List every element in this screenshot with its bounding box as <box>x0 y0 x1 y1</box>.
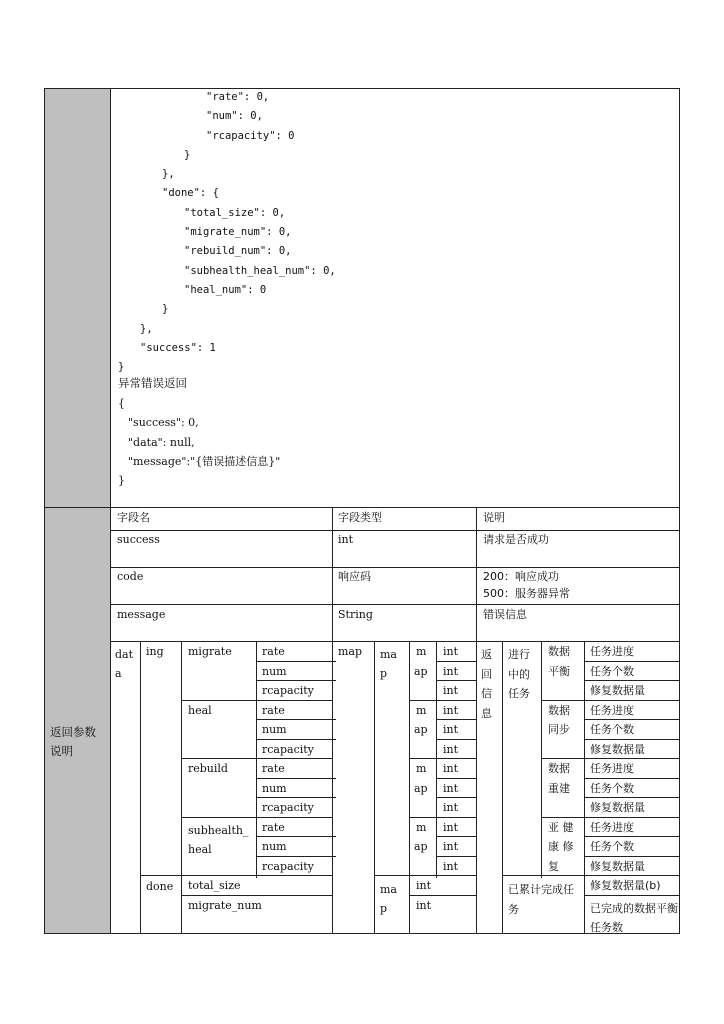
subfield-type-int: int <box>443 723 459 736</box>
code-line: }, <box>140 322 153 335</box>
code-line: "success": 1 <box>140 341 216 354</box>
subfield-desc: 修复数据量 <box>590 742 645 756</box>
error-json-code <box>118 394 280 490</box>
map-outer: map <box>338 645 363 658</box>
subfield-desc: 任务进度 <box>590 820 634 834</box>
code-line: "num": 0, <box>206 110 263 123</box>
error-code-line: { <box>118 397 125 410</box>
code-line: } <box>162 303 169 316</box>
subfield-rate: rate <box>262 645 285 658</box>
row-code-name: code <box>117 570 144 583</box>
section-label: 返回参数说明 <box>50 725 96 758</box>
error-code-line: "message":"{错误描述信息}" <box>128 454 281 468</box>
code-line: "migrate_num": 0, <box>184 226 292 239</box>
row-message-type: String <box>338 608 373 621</box>
category-rebuild-2: 重建 <box>548 781 570 795</box>
row-code-type: 响应码 <box>338 570 371 583</box>
subfield-type-int: int <box>443 645 459 658</box>
map-small-m: m <box>416 762 427 775</box>
done-desc-migrate_num: 已完成的数据平衡任务数 <box>590 901 678 934</box>
subfield-num: num <box>262 664 287 678</box>
return-info: 返回信息 <box>481 648 492 720</box>
map-small-ap: ap <box>414 781 428 795</box>
group-name-heal: heal <box>188 703 212 717</box>
subfield-desc: 任务个数 <box>590 781 634 795</box>
code-line: "total_size": 0, <box>184 206 286 219</box>
subfield-desc: 任务个数 <box>590 840 634 853</box>
map-small-m: m <box>416 820 427 834</box>
row-code-desc-1: 200：响应成功 <box>483 570 559 583</box>
subfield-rcapacity: rcapacity <box>262 859 314 873</box>
subfield-type-int: int <box>443 820 459 834</box>
header-description: 说明 <box>483 511 505 524</box>
subfield-type-int: int <box>443 781 459 795</box>
subfield-num: num <box>262 840 287 853</box>
subfield-type-int: int <box>443 859 459 873</box>
group-name-migrate: migrate <box>188 645 232 658</box>
in-progress-tasks: 进行中的任务 <box>508 648 530 700</box>
subfield-rate: rate <box>262 820 285 834</box>
map-small-ap: ap <box>414 840 428 853</box>
map-small-ap: ap <box>414 723 428 736</box>
left-gray-column-bottom <box>44 507 110 933</box>
subfield-rcapacity: rcapacity <box>262 684 314 697</box>
category-subhealth-3: 复 <box>548 859 559 873</box>
subfield-desc: 修复数据量 <box>590 859 645 873</box>
group-name-rebuild: rebuild <box>188 762 228 775</box>
code-line: "done": { <box>162 187 219 200</box>
subfield-type-int: int <box>443 684 459 697</box>
row-message-desc: 错误信息 <box>483 608 527 621</box>
subfield-desc: 任务进度 <box>590 645 634 658</box>
subfield-rcapacity: rcapacity <box>262 801 314 814</box>
subfield-type-int: int <box>443 762 459 775</box>
error-return-title: 异常错误返回 <box>118 376 187 390</box>
header-field-type: 字段类型 <box>338 511 382 524</box>
code-line: } <box>118 361 125 374</box>
group-name-subhealth_heal: subhealth_heal <box>188 823 249 856</box>
done-field-migrate_num: migrate_num <box>188 898 262 912</box>
map-small-m: m <box>416 645 427 658</box>
done-type-int: int <box>416 879 432 892</box>
row-success-desc: 请求是否成功 <box>483 533 549 546</box>
subfield-desc: 任务进度 <box>590 703 634 717</box>
data-label: data <box>115 648 134 680</box>
error-code-line: "success": 0, <box>128 416 199 430</box>
code-line: "rcapacity": 0 <box>206 129 295 142</box>
category-rebuild: 数据 <box>548 762 570 775</box>
code-line: } <box>184 148 191 161</box>
category-migrate: 数据 <box>548 645 570 658</box>
row-success-type: int <box>338 533 354 546</box>
done-type-int: int <box>416 898 432 912</box>
done-desc-total_size: 修复数据量(b) <box>590 879 661 892</box>
subfield-desc: 修复数据量 <box>590 684 645 697</box>
subfield-desc: 任务个数 <box>590 664 634 678</box>
code-line: }, <box>162 168 175 181</box>
ing-label: ing <box>146 645 164 658</box>
category-subhealth-2: 康 修 <box>548 840 574 853</box>
subfield-type-int: int <box>443 664 459 678</box>
code-line: "rate": 0, <box>206 91 270 103</box>
row-success-name: success <box>117 533 160 546</box>
left-gray-column-top <box>44 88 110 507</box>
map-done: map <box>380 883 397 915</box>
subfield-num: num <box>262 781 287 795</box>
category-heal: 数据 <box>548 703 570 717</box>
row-code-desc-2: 500：服务器异常 <box>483 587 570 600</box>
subfield-desc: 修复数据量 <box>590 801 645 814</box>
category-subhealth-1: 亚 健 <box>548 820 574 834</box>
error-code-line: } <box>118 474 125 488</box>
error-code-line: "data": null, <box>128 435 195 449</box>
subfield-type-int: int <box>443 801 459 814</box>
map-small-ap: ap <box>414 664 428 678</box>
category-heal-2: 同步 <box>548 723 570 736</box>
subfield-type-int: int <box>443 840 459 853</box>
completed-tasks: 已累计完成任务 <box>508 883 574 916</box>
done-field-total_size: total_size <box>188 879 241 892</box>
response-json-code <box>118 88 336 377</box>
code-line: "rebuild_num": 0, <box>184 245 292 258</box>
map-small-m: m <box>416 703 427 717</box>
code-line: "subhealth_heal_num": 0, <box>184 264 336 277</box>
category-migrate-2: 平衡 <box>548 664 570 678</box>
subfield-num: num <box>262 723 287 736</box>
map-inner: map <box>380 648 397 680</box>
subfield-type-int: int <box>443 742 459 756</box>
subfield-rate: rate <box>262 762 285 775</box>
row-message-name: message <box>117 608 166 621</box>
subfield-rcapacity: rcapacity <box>262 742 314 756</box>
code-line: "heal_num": 0 <box>184 283 267 296</box>
subfield-desc: 任务进度 <box>590 762 634 775</box>
subfield-type-int: int <box>443 703 459 717</box>
subfield-rate: rate <box>262 703 285 717</box>
header-field-name: 字段名 <box>117 511 150 524</box>
subfield-desc: 任务个数 <box>590 723 634 736</box>
done-label: done <box>146 880 174 893</box>
